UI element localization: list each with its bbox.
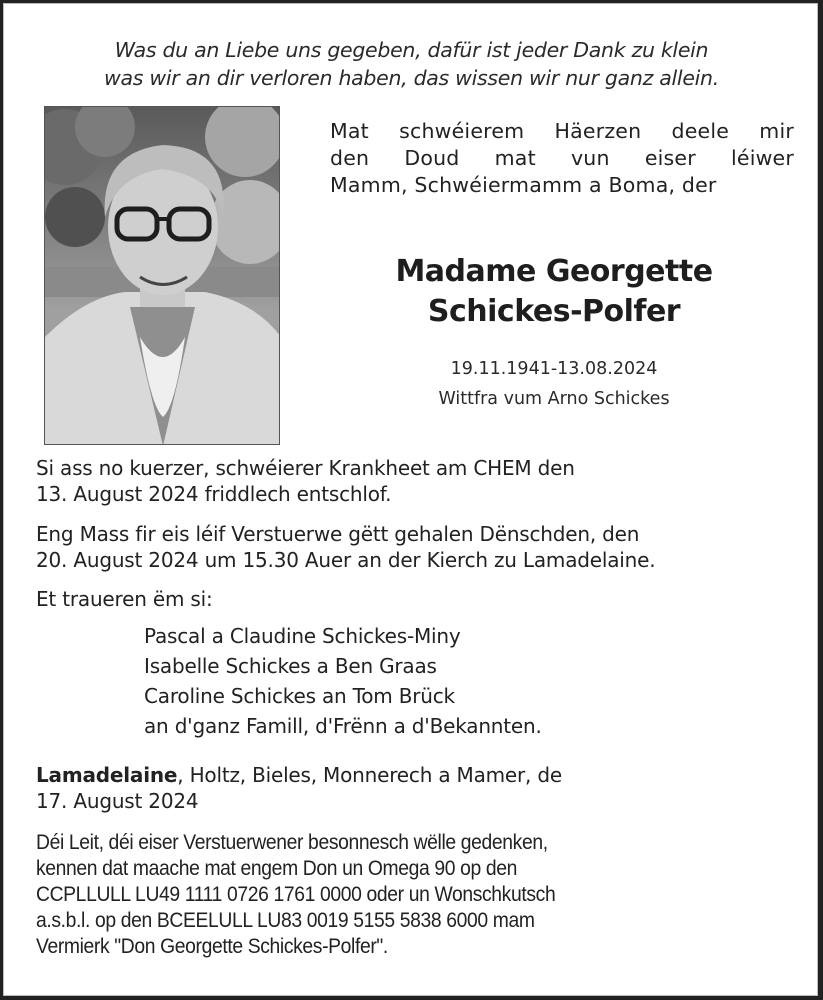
text-line: Eng Mass fir eis léif Verstuerwe gëtt gehalen Dënschden, den [36,522,640,546]
text-line: kennen dat maache mat engem Don un Omega 90 op den [36,857,518,880]
text-line: 20. August 2024 um 15.30 Auer an der Kierch zu Lamadelaine. [36,548,656,572]
widow-of: Wittfra vum Arno Schickes [438,389,670,409]
bank-details-line: CCPLLULL LU49 1111 0726 1761 0000 oder un Wonschkutsch [36,883,556,906]
place-line [36,762,796,788]
intro-line: den Doud mat vun eiser léiwer [330,146,794,170]
notice-date: 17. August 2024 [36,789,199,813]
portrait-photo [44,106,280,445]
life-details [334,354,774,414]
mourner-item: Pascal a Claudine Schickes-Miny [144,624,461,648]
bank-details-line: a.s.b.l. op den BCEELULL LU83 0019 5155 5838 6000 mam [36,909,535,932]
mourner-item: Caroline Schickes an Tom Brück [144,684,455,708]
funeral-mass-paragraph [36,521,796,573]
intro-line: Mat schwéierem Häerzen deele mir [330,119,794,143]
name-line-2: Schickes-Polfer [427,294,681,329]
name-line-1: Madame Georgette [395,254,713,289]
text-line: 13. August 2024 friddlech entschlof. [36,482,392,506]
death-notice-paragraph [36,455,796,507]
place-and-date [36,762,796,814]
text-line: Vermierk "Don Georgette Schickes-Polfer". [36,935,388,958]
announcement-intro [330,118,794,199]
mourner-item: an d'ganz Famill, d'Frënn a d'Bekannten. [144,714,542,738]
verse-line: Was du an Liebe uns gegeben, dafür ist jeder Dank zu klein [114,38,709,62]
deceased-name [334,252,774,332]
verse-line: was wir an dir verloren haben, das wissen wir nur ganz allein. [104,66,719,90]
obituary-notice [3,3,818,996]
mourners-intro: Et traueren ëm si: [36,587,213,611]
donation-request [36,830,754,960]
memorial-verse [4,36,819,92]
portrait-photo-icon [45,107,280,445]
town-name: Lamadelaine [36,763,178,787]
life-dates: 19.11.1941-13.08.2024 [450,359,658,379]
mourner-item: Isabelle Schickes a Ben Graas [144,654,437,678]
text-line: Si ass no kuerzer, schwéierer Krankheet am CHEM den [36,456,575,480]
text-line: Déi Leit, déi eiser Verstuerwener besonnesch wëlle gedenken, [36,831,548,854]
mourners-list [144,621,542,741]
intro-line: Mamm, Schwéiermamm a Boma, der [330,173,717,197]
other-towns: , Holtz, Bieles, Monnerech a Mamer, de [177,763,562,787]
